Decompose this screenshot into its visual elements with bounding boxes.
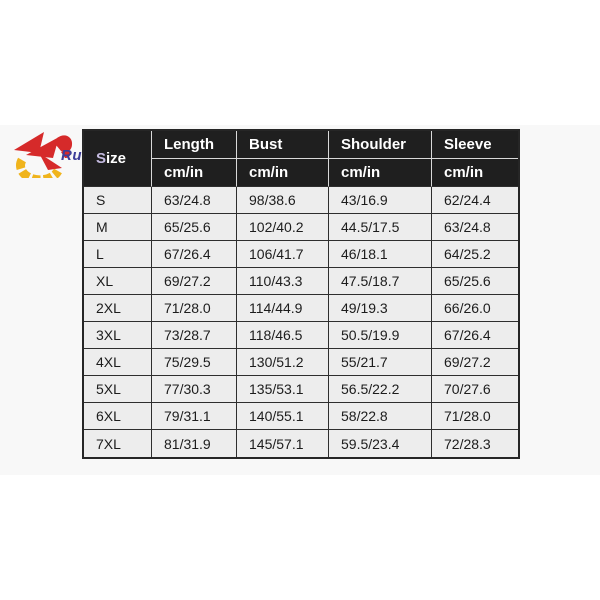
table-cell: 66/26.0 xyxy=(432,295,518,322)
size-label-cell: 3XL xyxy=(84,322,152,349)
size-label-cell: 7XL xyxy=(84,430,152,457)
table-row xyxy=(84,295,518,322)
size-label-cell: XL xyxy=(84,268,152,295)
table-cell: 49/19.3 xyxy=(329,295,432,322)
table-cell: 130/51.2 xyxy=(237,349,329,376)
table-cell: 46/18.1 xyxy=(329,241,432,268)
table-cell: 102/40.2 xyxy=(237,214,329,241)
table-row xyxy=(84,376,518,403)
unit-header: cm/in xyxy=(237,159,329,187)
unit-header: cm/in xyxy=(329,159,432,187)
table-cell: 79/31.1 xyxy=(152,403,237,430)
brand-text: Ru xyxy=(61,147,82,164)
table-cell: 140/55.1 xyxy=(237,403,329,430)
table-row xyxy=(84,214,518,241)
table-cell: 63/24.8 xyxy=(432,214,518,241)
table-cell: 110/43.3 xyxy=(237,268,329,295)
table-cell: 81/31.9 xyxy=(152,430,237,457)
table-cell: 73/28.7 xyxy=(152,322,237,349)
table-cell: 106/41.7 xyxy=(237,241,329,268)
table-cell: 75/29.5 xyxy=(152,349,237,376)
unit-header: cm/in xyxy=(152,159,237,187)
column-header-length: Length xyxy=(152,131,237,159)
table-cell: 65/25.6 xyxy=(152,214,237,241)
table-cell: 62/24.4 xyxy=(432,187,518,214)
table-cell: 55/21.7 xyxy=(329,349,432,376)
size-label-cell: L xyxy=(84,241,152,268)
table-cell: 56.5/22.2 xyxy=(329,376,432,403)
size-label-cell: S xyxy=(84,187,152,214)
table-cell: 135/53.1 xyxy=(237,376,329,403)
table-cell: 58/22.8 xyxy=(329,403,432,430)
table-row xyxy=(84,349,518,376)
table-header xyxy=(84,131,518,187)
size-label-cell: M xyxy=(84,214,152,241)
table-cell: 98/38.6 xyxy=(237,187,329,214)
table-cell: 64/25.2 xyxy=(432,241,518,268)
table-cell: 71/28.0 xyxy=(152,295,237,322)
table-cell: 63/24.8 xyxy=(152,187,237,214)
table-cell: 67/26.4 xyxy=(152,241,237,268)
table-row xyxy=(84,430,518,457)
column-header-sleeve: Sleeve xyxy=(432,131,518,159)
size-label-cell: 6XL xyxy=(84,403,152,430)
table-cell: 59.5/23.4 xyxy=(329,430,432,457)
table-row xyxy=(84,187,518,214)
table-cell: 69/27.2 xyxy=(432,349,518,376)
size-label-cell: 2XL xyxy=(84,295,152,322)
table-row xyxy=(84,268,518,295)
size-label-cell: 5XL xyxy=(84,376,152,403)
table-row xyxy=(84,241,518,268)
table-row xyxy=(84,322,518,349)
table-cell: 65/25.6 xyxy=(432,268,518,295)
size-label-cell: 4XL xyxy=(84,349,152,376)
table-row xyxy=(84,403,518,430)
table-cell: 72/28.3 xyxy=(432,430,518,457)
column-header-shoulder: Shoulder xyxy=(329,131,432,159)
table-cell: 71/28.0 xyxy=(432,403,518,430)
unit-header: cm/in xyxy=(432,159,518,187)
table-cell: 67/26.4 xyxy=(432,322,518,349)
table-body xyxy=(84,187,518,457)
table-cell: 114/44.9 xyxy=(237,295,329,322)
table-cell: 47.5/18.7 xyxy=(329,268,432,295)
column-header-bust: Bust xyxy=(237,131,329,159)
table-cell: 118/46.5 xyxy=(237,322,329,349)
corner-header-size: Size xyxy=(84,131,152,187)
table-cell: 69/27.2 xyxy=(152,268,237,295)
size-chart-table xyxy=(82,129,520,459)
header-row-labels xyxy=(84,131,518,159)
table-cell: 43/16.9 xyxy=(329,187,432,214)
table-cell: 50.5/19.9 xyxy=(329,322,432,349)
table-cell: 77/30.3 xyxy=(152,376,237,403)
table-cell: 145/57.1 xyxy=(237,430,329,457)
table-cell: 70/27.6 xyxy=(432,376,518,403)
table-cell: 44.5/17.5 xyxy=(329,214,432,241)
